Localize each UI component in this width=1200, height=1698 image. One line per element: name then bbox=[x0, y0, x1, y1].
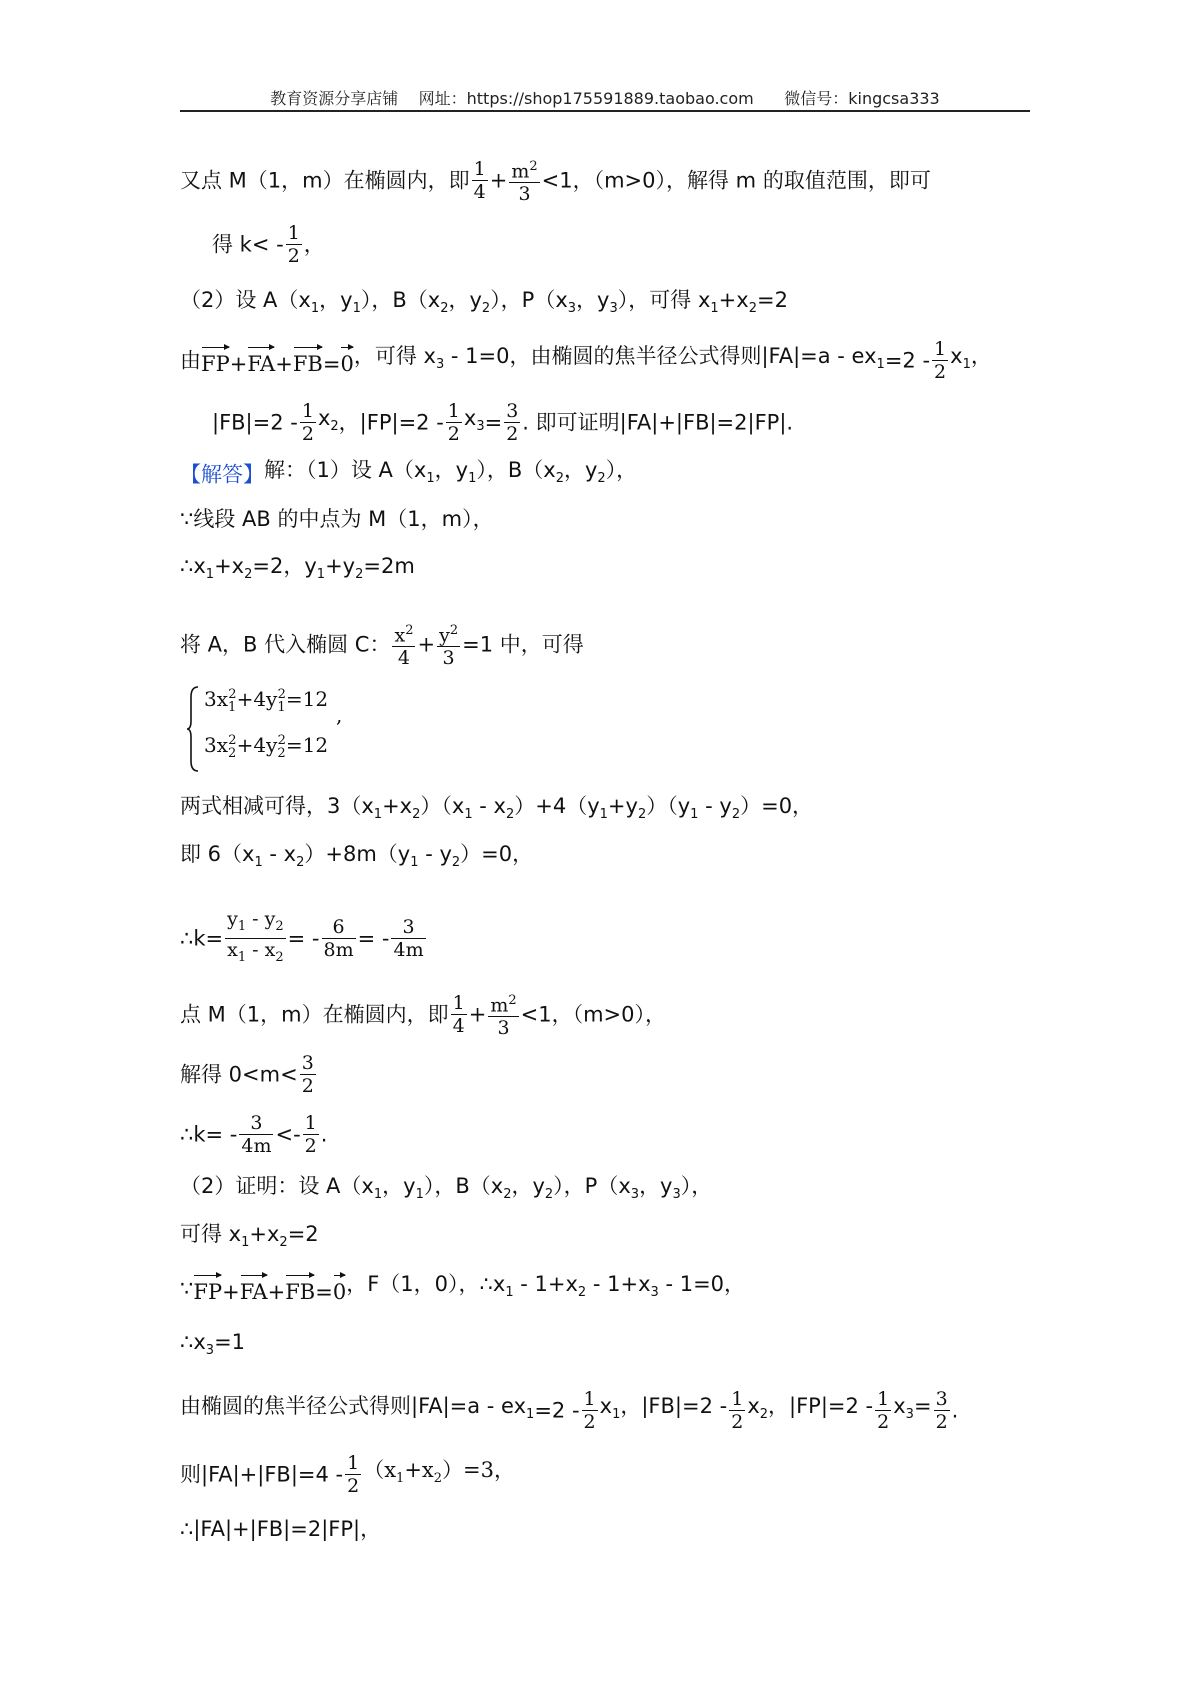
line-m-inside-ellipse: 又点 M（1，m）在椭圆内，即 $\frac{1}{4}$ + $\frac{m^2}{3}$ <1，（m>0），解得 m 的取值范围，即可 bbox=[180, 156, 931, 205]
solution-label: 【解答】 bbox=[180, 462, 264, 487]
fraction-1-4: $\frac{1}{4}$ bbox=[473, 158, 486, 204]
line-simplified: 即 $6(x_1 - x_2)+8m(y_1 - y_2)=0$， bbox=[180, 842, 534, 871]
line-x3: $\therefore x_3=1$ bbox=[180, 1330, 246, 1359]
line-inside-ellipse-2: 点 M（1，m）在椭圆内，即 $\frac{1}{4}$ + $\frac{m^2}{3}$ <1，（m>0）， bbox=[180, 990, 666, 1039]
line-midpoint: ∵线段 AB 的中点为 M（1，m）， bbox=[180, 507, 494, 531]
line-conclusion: ∴|FA|+|FB|=2|FP|， bbox=[180, 1517, 382, 1541]
line-focal-radii: |FB|=2 - $\frac{1}{2}$ $x_2$，|FP|=2 - $\frac{1}{2}$ $x_3=$ $\frac{3}{2}$ . 即可证明|FA|+|FB|=2|FP|. bbox=[212, 400, 794, 445]
line-m-range: 解得 0<m< $\frac{3}{2}$ bbox=[180, 1052, 314, 1097]
line-proof-start: （2）证明：设 $A(x_1$，$y_1$），$B(x_2$，$y_2$），$P(x_3$，$y_3$）， bbox=[180, 1174, 713, 1203]
url-label: 网址： bbox=[418, 89, 467, 108]
brace-icon bbox=[186, 685, 200, 773]
line-sum-fa-fb: 则|FA|+|FB|=4 - $\frac{1}{2}$ $(x_1+x_2)=3$， bbox=[180, 1452, 516, 1497]
line-slope: ∴k= $\frac{y_1 - y_2}{x_1 - x_2}$ = - $\frac{6}{8m}$ = - $\frac{3}{4m}$ bbox=[180, 908, 424, 965]
line-focal-radii-2: 由椭圆的焦半径公式得则$|FA|=a - ex_1=2$ - $\frac{1}{2}$ $x_1$，|FB|=2 - $\frac{1}{2}$ $x_2$，|FP|=2 - $\frac{1}{2}$ $x_3=$ $\frac{3}{2}$ . bbox=[180, 1388, 959, 1433]
line-k-result: ∴k= - $\frac{3}{4m}$ <- $\frac{1}{2}$ . bbox=[180, 1112, 328, 1157]
header-rule bbox=[180, 110, 1030, 112]
line-substitute: 将 A，B 代入椭圆 C： $\frac{x^2}{4}$ + $\frac{y^2}{3}$ =1 中，可得 bbox=[180, 620, 584, 669]
line-vector-eq: ∵FP+FA+FB=0，F（1，0），$\therefore x_1 - 1+x_2 - 1+x_3 - 1=0$， bbox=[180, 1272, 746, 1304]
shop-name: 教育资源分享店铺 bbox=[270, 89, 399, 108]
fraction-m2-3: $\frac{m^2}{3}$ bbox=[509, 156, 539, 205]
line-sums: $\therefore x_1+x_2=2$，$y_1+y_2=2m$ bbox=[180, 554, 415, 583]
line-subtract: 两式相减可得，$3(x_1+x_2)(x_1 - x_2)+4(y_1+y_2)(y_1 - y_2)=0$， bbox=[180, 794, 814, 823]
wechat-id: kingcsa333 bbox=[848, 89, 940, 108]
wechat-label: 微信号： bbox=[784, 89, 849, 108]
line-vector-sum: 由FP+FA+FB=0，可得 $x_3 - 1=0$，由椭圆的焦半径公式得则$|FA|=a - ex_1=2$ - $\frac{1}{2}$ $x_1$， bbox=[180, 338, 992, 383]
line-solution-start: 【解答】解：（1）设 $A(x_1$，$y_1$），$B(x_2$，$y_2$）， bbox=[180, 458, 638, 487]
equation-system: $3x_1^2+4y_1^2=12$ $3x_2^2+4y_2^2=12$ , bbox=[186, 685, 346, 775]
line-x-sum: 可得 $x_1+x_2=2$ bbox=[180, 1222, 319, 1251]
page-header bbox=[180, 86, 1030, 109]
shop-url: https://shop175591889.taobao.com bbox=[466, 89, 754, 108]
fraction-1-2: $\frac{1}{2}$ bbox=[287, 222, 300, 267]
line-k-range: 得 k< - $\frac{1}{2}$ ， bbox=[212, 222, 325, 267]
line-set-abp: （2）设 $A(x_1$，$y_1$），$B(x_2$，$y_2$），$P(x_3$，$y_3$），可得 $x_1+x_2=2$ bbox=[180, 288, 788, 317]
